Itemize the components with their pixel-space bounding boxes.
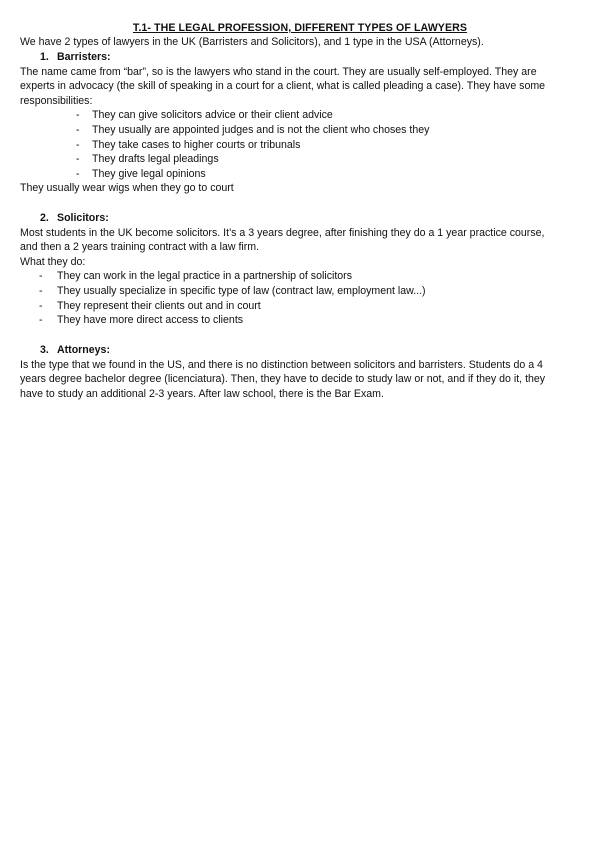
section-attorneys — [20, 343, 580, 401]
list-item: - They usually specialize in specific type of law (contract law, employment law...) — [39, 284, 426, 297]
list-item: - They can give solicitors advice or their client advice — [76, 109, 333, 122]
paragraph-line: responsibilities: — [20, 94, 93, 107]
paragraph-line: years degree bachelor degree (licenciatura). Then, they have to decide to study law or not, and if they do it, they — [20, 373, 546, 386]
document-title: T.1- THE LEGAL PROFESSION, DIFFERENT TYPES OF LAWYERS — [132, 22, 468, 34]
list-item: - They can work in the legal practice in a partnership of solicitors — [39, 270, 353, 283]
section-heading — [20, 50, 580, 65]
section-title: Attorneys: — [57, 344, 110, 356]
section-title: Barristers: — [57, 51, 111, 63]
list-item: - They take cases to higher courts or tribunals — [76, 138, 301, 151]
section-heading — [20, 343, 580, 358]
paragraph-line: have to study an additional 2-3 years. After law school, there is the Bar Exam. — [20, 387, 384, 400]
list-item: - They give legal opinions — [76, 167, 206, 180]
list-item: - They drafts legal pleadings — [76, 153, 219, 166]
list-item: - They represent their clients out and in court — [39, 299, 261, 312]
paragraph-line: and then a 2 years training contract with a law firm. — [20, 241, 260, 254]
list-item: - They usually are appointed judges and is not the client who choses they — [76, 123, 430, 136]
section-solicitors — [20, 211, 580, 328]
section-number: 1. — [40, 51, 49, 63]
section-heading — [20, 211, 580, 226]
closing-line: They usually wear wigs when they go to court — [20, 182, 234, 195]
paragraph-line: Most students in the UK become solicitors. It’s a 3 years degree, after finishing they do a 1 year practice course, — [20, 226, 545, 239]
paragraph-line: Is the type that we found in the US, and there is no distinction between solicitors and barristers. Students do a 4 — [20, 358, 543, 371]
list-item: - They have more direct access to clients — [39, 314, 244, 327]
paragraph-line: The name came from “bar”, so is the lawyers who stand in the court. They are usually self-employed. They are — [20, 65, 537, 78]
section-number: 2. — [40, 212, 49, 224]
intro-text: We have 2 types of lawyers in the UK (Barristers and Solicitors), and 1 type in the USA (Attorneys). — [20, 36, 484, 48]
section-title: Solicitors: — [57, 212, 109, 224]
barristers-responsibilities-list — [20, 108, 580, 181]
paragraph-line: What they do: — [20, 255, 86, 268]
section-barristers — [20, 50, 580, 196]
solicitors-duties-list — [20, 269, 580, 327]
intro-paragraph — [20, 35, 580, 50]
paragraph-line: experts in advocacy (the skill of speaking in a court for a client, what is called pleading a case). They have some — [20, 80, 546, 93]
section-number: 3. — [40, 344, 49, 356]
